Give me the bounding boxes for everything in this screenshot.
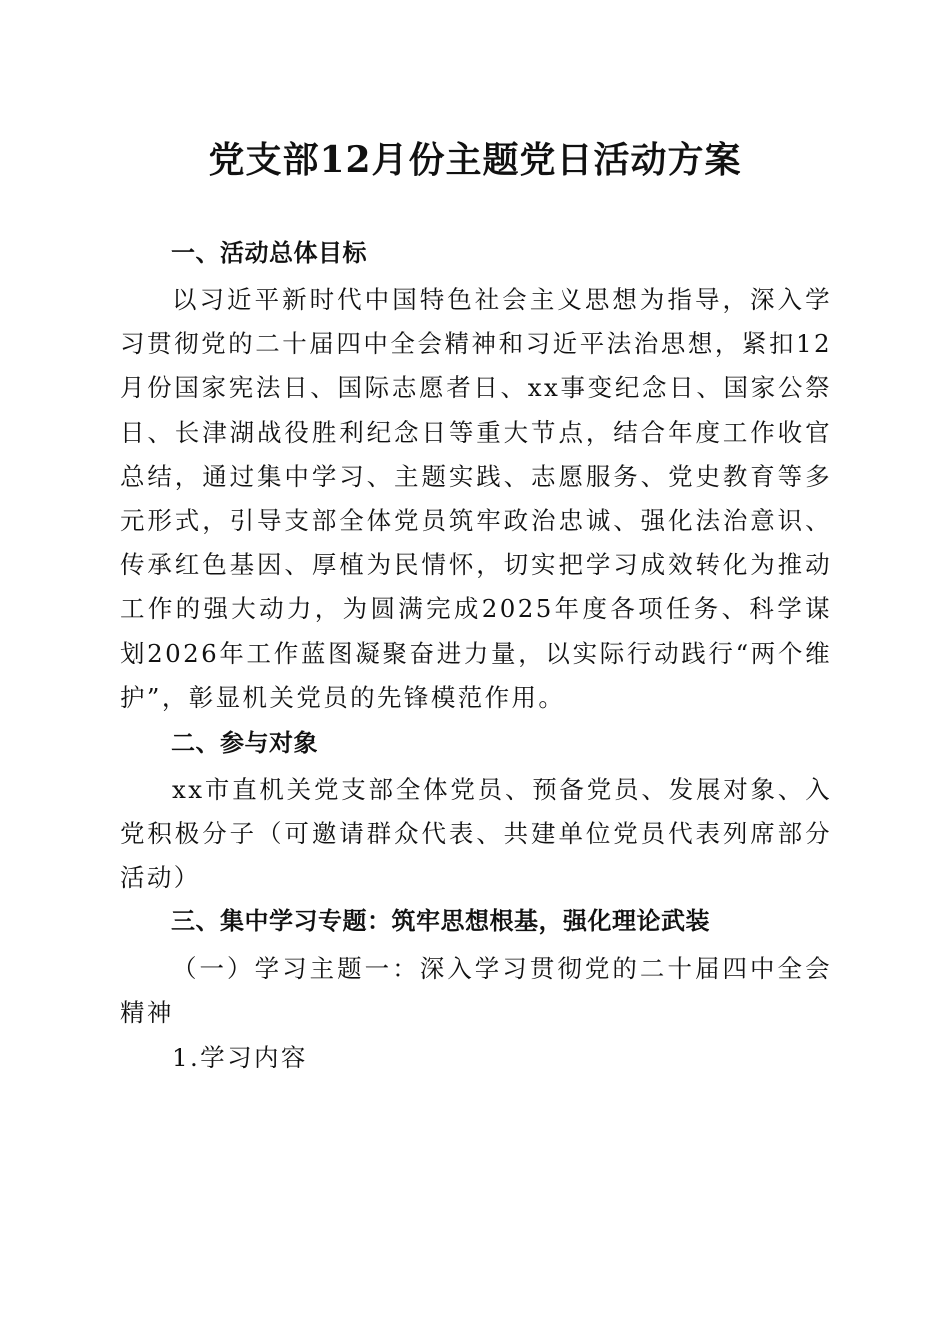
section-paragraph-participants: xx市直机关党支部全体党员、预备党员、发展对象、入党积极分子（可邀请群众代表、共建单位党员代表列席部分活动） [120, 775, 832, 893]
section-paragraph-goals: 以习近平新时代中国特色社会主义思想为指导，深入学习贯彻党的二十届四中全会精神和习近平法治思想，紧扣12月份国家宪法日、国际志愿者日、xx事变纪念日、国家公祭日、长津湖战役胜利纪念日等重大节点，结合年度工作收官总结，通过集中学习、主题实践、志愿服务、党史教育等多元形式，引导支部全体党员筑牢政治忠诚、强化法治意识、传承红色基因、厚植为民情怀，切实把学习成效转化为推动工作的强大动力，为圆满完成2025年度各项任务、科学谋划2026年工作蓝图凝聚奋进力量，以实际行动践行“两个维护”，彰显机关党员的先锋模范作用。 [120, 285, 832, 712]
document-title: 党支部12月份主题党日活动方案 [208, 139, 742, 181]
section-heading-participants: 二、参与对象 [171, 729, 318, 757]
list-item-study-content: 1.学习内容 [172, 1043, 308, 1072]
section-heading-goals: 一、活动总体目标 [171, 239, 367, 267]
section-heading-study: 三、集中学习专题：筑牢思想根基，强化理论武装 [171, 907, 710, 935]
subsection-heading-study-topic-1: （一）学习主题一：深入学习贯彻党的二十届四中全会精神 [120, 954, 832, 1028]
